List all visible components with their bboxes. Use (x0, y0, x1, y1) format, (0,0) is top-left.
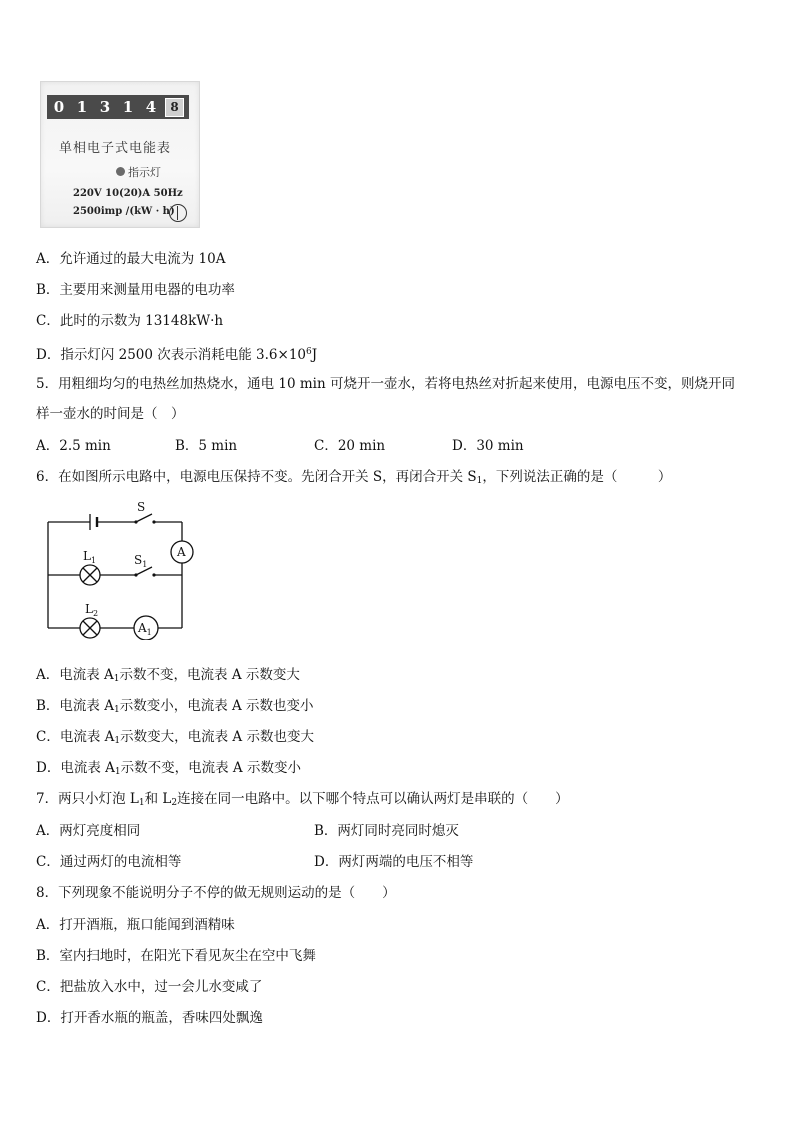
indicator-lamp-icon (116, 167, 125, 176)
subscript: 1 (476, 476, 483, 486)
meter-title: 单相电子式电能表 (59, 141, 172, 156)
meter-digit-decimal: 8 (165, 98, 184, 117)
option-text: D．电流表 A (36, 760, 115, 776)
lamp-l2-label: $L_2$ (85, 602, 99, 618)
option-text: 示数变小，电流表 A 示数也变小 (119, 698, 314, 714)
unit: J (311, 347, 318, 363)
meter-digit: 1 (76, 98, 88, 116)
q6-stem-text: 6．在如图所示电路中，电源电压保持不变。先闭合开关 S，再闭合开关 S (36, 469, 477, 485)
q8-option-d: D．打开香水瓶的瓶盖，香味四处飘逸 (36, 1010, 263, 1026)
meter-digit: 1 (122, 98, 134, 116)
stem-text: 连接在同一电路中。以下哪个特点可以确认两灯是串联的（ ） (177, 791, 569, 807)
q6-stem (36, 468, 671, 490)
q5-stem-line1: 5．用粗细均匀的电热丝加热烧水，通电 10 min 可烧开一壶水，若将电热丝对折起来使用，电源电压不变，则烧开同 (36, 376, 735, 392)
subscript: 1 (114, 736, 121, 746)
switch-s1-label: $S_1$ (134, 553, 148, 569)
switch-s-label: S (137, 500, 146, 514)
meter-rotor-icon (169, 204, 187, 222)
q8-option-c: C．把盐放入水中，过一会儿水变咸了 (36, 979, 263, 995)
q8-option-b: B．室内扫地时，在阳光下看见灰尘在空中飞舞 (36, 948, 316, 964)
option-text: B．电流表 A (36, 698, 114, 714)
lamp-l1-label: $L_1$ (83, 549, 97, 565)
meter-spec-constant: 2500imp /(kW · h) (73, 206, 175, 217)
subscript: 1 (114, 767, 121, 777)
q5-option-d: D．30 min (452, 438, 524, 454)
q6-option-c (36, 728, 314, 750)
q7-option-d: D．两灯两端的电压不相等 (314, 854, 474, 870)
subscript: 1 (113, 674, 120, 684)
ammeter-a-label: A (177, 545, 186, 559)
q5-option-b: B．5 min (175, 438, 238, 454)
q4-option-a: A．允许通过的最大电流为 10A (36, 251, 226, 267)
q4-option-d-text: D．指示灯闪 2500 次表示消耗电能 3.6×10 (36, 347, 307, 363)
q7-option-a: A．两灯亮度相同 (36, 823, 141, 839)
q7-option-b: B．两灯同时亮同时熄灭 (314, 823, 459, 839)
indicator-label: 指示灯 (128, 166, 161, 179)
subscript: 1 (113, 705, 120, 715)
q6-option-d (36, 759, 301, 781)
subscript: 2 (171, 798, 178, 808)
q6-option-a (36, 666, 300, 688)
q6-option-b (36, 697, 314, 719)
q5-option-c: C．20 min (314, 438, 386, 454)
q4-option-d (36, 343, 317, 364)
q4-option-c: C．此时的示数为 13148kW·h (36, 313, 224, 329)
option-text: 示数变大，电流表 A 示数也变大 (120, 729, 314, 745)
exponent: 6 (306, 347, 312, 357)
stem-text: 和 L (144, 791, 172, 807)
ammeter-a1-label: $A_1$ (138, 621, 152, 637)
option-text: C．电流表 A (36, 729, 115, 745)
q5-stem-line2: 样一壶水的时间是（ ） (36, 406, 185, 422)
q8-stem: 8．下列现象不能说明分子不停的做无规则运动的是（ ） (36, 885, 396, 901)
q4-option-b: B．主要用来测量用电器的电功率 (36, 282, 235, 298)
meter-digit: 0 (53, 98, 65, 116)
q7-option-c: C．通过两灯的电流相等 (36, 854, 182, 870)
electric-meter-image (40, 81, 200, 228)
subscript: 1 (138, 798, 145, 808)
circuit-diagram (40, 500, 210, 640)
meter-digit-display (47, 95, 189, 119)
option-text: A．电流表 A (36, 667, 114, 683)
switch-s-blade (136, 514, 152, 522)
q5-option-a: A．2.5 min (36, 438, 111, 454)
q6-stem-text-end: ，下列说法正确的是（ ） (482, 469, 672, 485)
q7-stem (36, 790, 569, 812)
option-text: 示数不变，电流表 A 示数变小 (120, 760, 301, 776)
option-text: 示数不变，电流表 A 示数变大 (119, 667, 300, 683)
meter-spec-rating: 220V 10(20)A 50Hz (73, 188, 183, 199)
q8-option-a: A．打开酒瓶，瓶口能闻到酒精味 (36, 917, 235, 933)
stem-text: 7．两只小灯泡 L (36, 791, 139, 807)
meter-digit: 4 (145, 98, 157, 116)
meter-digit: 3 (99, 98, 111, 116)
